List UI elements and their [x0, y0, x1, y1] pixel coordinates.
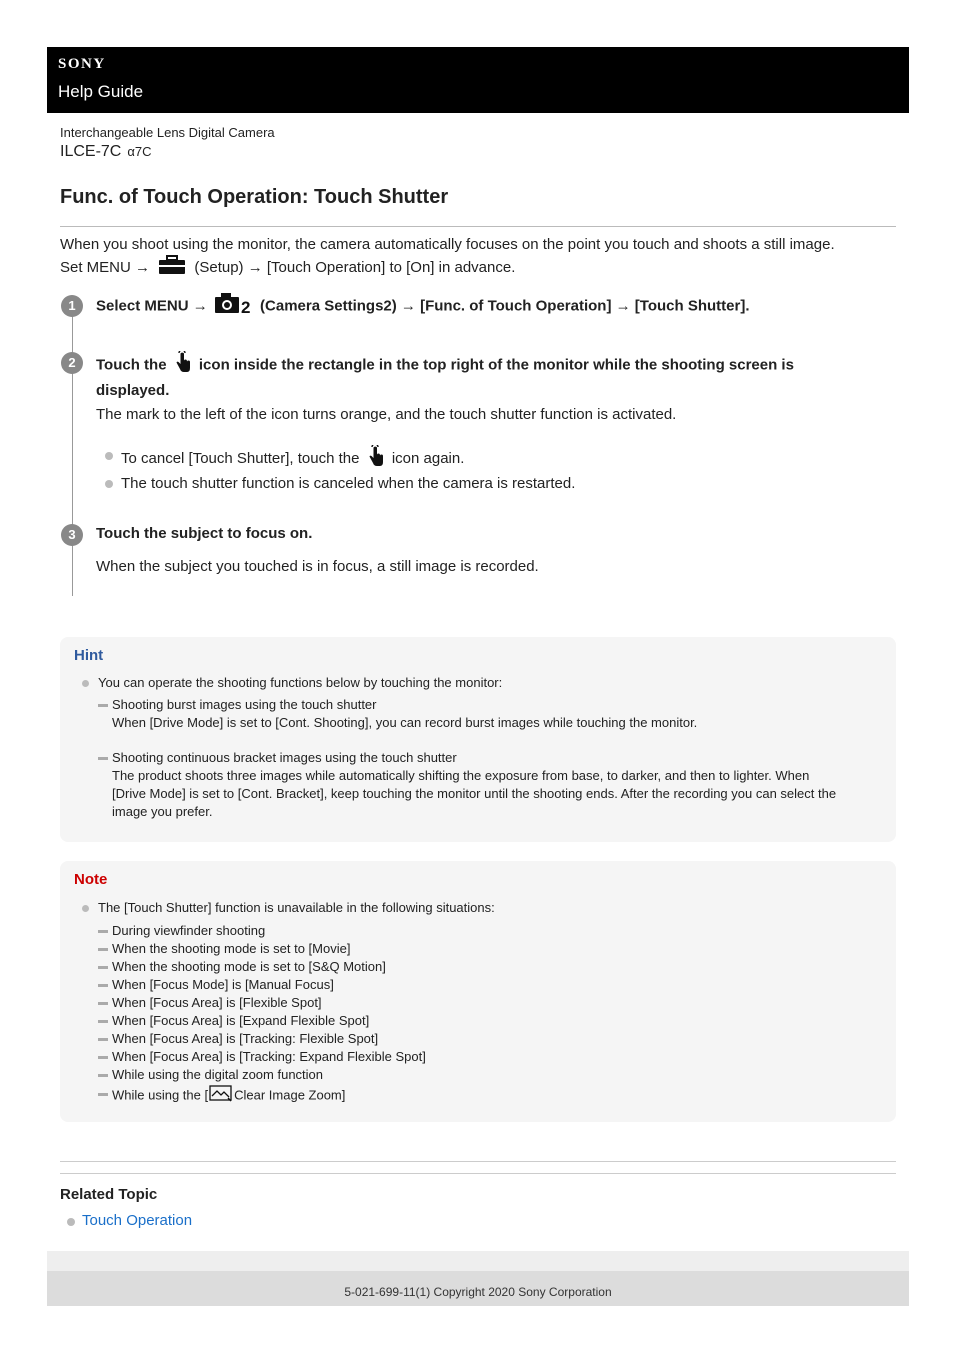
- intro-line-2: [60, 255, 900, 281]
- page-footer: [47, 1251, 909, 1306]
- step-2-bullets: [105, 445, 575, 494]
- hint-item-1-title: Shooting burst images using the touch shutter: [112, 697, 377, 712]
- page-title: Func. of Touch Operation: Touch Shutter: [60, 186, 449, 208]
- step-2-text: The mark to the left of the icon turns orange, and the touch shutter function is activated.: [96, 406, 677, 423]
- step-2-title-post: icon inside the rectangle in the top right of the monitor while the shooting screen is: [198, 356, 794, 374]
- svg-text:2: 2: [240, 298, 251, 314]
- step-1-title: [96, 292, 876, 321]
- touch-hand-icon: [367, 445, 385, 473]
- intro-text: [60, 234, 900, 281]
- note-item: While using the digital zoom function: [112, 1066, 882, 1084]
- product-model: [60, 143, 152, 161]
- steps-timeline: [72, 303, 73, 596]
- hint-item-2: [112, 749, 882, 821]
- step-2-number: 2: [61, 352, 83, 374]
- intro-line-1: When you shoot using the monitor, the camera automatically focuses on the point you touch and shoots a still image.: [60, 236, 835, 253]
- note-last-post: Clear Image Zoom]: [234, 1087, 346, 1103]
- note-item: When the shooting mode is set to [S&Q Motion]: [112, 958, 882, 976]
- step-3-title: Touch the subject to focus on.: [96, 525, 313, 542]
- step-1-number: 1: [61, 295, 83, 317]
- help-guide-title: Help Guide: [58, 82, 144, 101]
- intro-line-2-pre: Set MENU →: [60, 258, 151, 276]
- related-topic-title: Related Topic: [60, 1186, 158, 1203]
- list-item: The touch shutter function is canceled when the camera is restarted.: [105, 473, 575, 494]
- hint-title: Hint: [74, 647, 104, 664]
- step-2-title-line-2: displayed.: [96, 382, 170, 399]
- touch-hand-icon: [174, 351, 192, 380]
- hint-item-2-line-1: The product shoots three images while automatically shifting the exposure from base, to darker, and then to lighter. When: [112, 768, 810, 783]
- hint-item-1: [112, 696, 882, 732]
- note-item: When [Focus Area] is [Flexible Spot]: [112, 994, 882, 1012]
- note-title: Note: [74, 871, 108, 888]
- hint-item-2-line-3: image you prefer.: [112, 804, 213, 819]
- note-box: [60, 861, 896, 1122]
- note-item: When [Focus Mode] is [Manual Focus]: [112, 976, 882, 994]
- related-link-touch-operation[interactable]: Touch Operation: [82, 1212, 193, 1229]
- step-2-bullet-1-post: icon again.: [391, 449, 465, 467]
- note-item: When [Focus Area] is [Expand Flexible Spot]: [112, 1012, 882, 1030]
- hint-lead: You can operate the shooting functions below by touching the monitor:: [98, 675, 503, 690]
- note-item: When [Focus Area] is [Tracking: Flexible Spot]: [112, 1030, 882, 1048]
- note-item: During viewfinder shooting: [112, 922, 882, 940]
- model-alt-name: α7C: [127, 144, 152, 159]
- list-item: [105, 445, 575, 473]
- step-2-title-pre: Touch the: [96, 356, 167, 374]
- note-item-last: [112, 1085, 882, 1107]
- note-item: When the shooting mode is set to [Movie]: [112, 940, 882, 958]
- step-3-text: When the subject you touched is in focus, a still image is recorded.: [96, 558, 539, 575]
- clear-image-zoom-icon: [209, 1085, 233, 1107]
- note-lead: The [Touch Shutter] function is unavailable in the following situations:: [98, 900, 495, 915]
- product-category: Interchangeable Lens Digital Camera: [60, 125, 275, 140]
- related-divider-bottom: [60, 1173, 896, 1174]
- note-item: When [Focus Area] is [Tracking: Expand Flexible Spot]: [112, 1048, 882, 1066]
- hint-item-2-title: Shooting continuous bracket images using the touch shutter: [112, 750, 457, 765]
- step-1-title-post: (Camera Settings2) → [Func. of Touch Operation] → [Touch Shutter].: [260, 297, 750, 315]
- step-2-bullet-1-pre: To cancel [Touch Shutter], touch the: [121, 449, 360, 467]
- site-header: [47, 47, 909, 113]
- step-3-number: 3: [61, 524, 83, 546]
- hint-item-2-line-2: [Drive Mode] is set to [Cont. Bracket], keep touching the monitor until the shooting ends. After the recording you can select the: [112, 786, 837, 801]
- step-2-title: [96, 351, 876, 402]
- title-divider: [60, 226, 896, 227]
- step-1-title-pre: Select MENU →: [96, 297, 208, 315]
- setup-toolbox-icon: [158, 255, 186, 281]
- sony-logo[interactable]: SONY: [58, 56, 106, 72]
- copyright-text: 5-021-699-11(1) Copyright 2020 Sony Corporation: [344, 1285, 612, 1299]
- hint-box: [60, 637, 896, 842]
- model-name: ILCE-7C: [60, 143, 122, 160]
- related-divider-top: [60, 1161, 896, 1162]
- camera-settings2-icon: [214, 292, 254, 321]
- intro-line-2-post: (Setup) → [Touch Operation] to [On] in advance.: [194, 258, 516, 276]
- note-last-pre: While using the [: [112, 1087, 209, 1103]
- hint-item-1-text: When [Drive Mode] is set to [Cont. Shooting], you can record burst images while touching the monitor.: [112, 715, 698, 730]
